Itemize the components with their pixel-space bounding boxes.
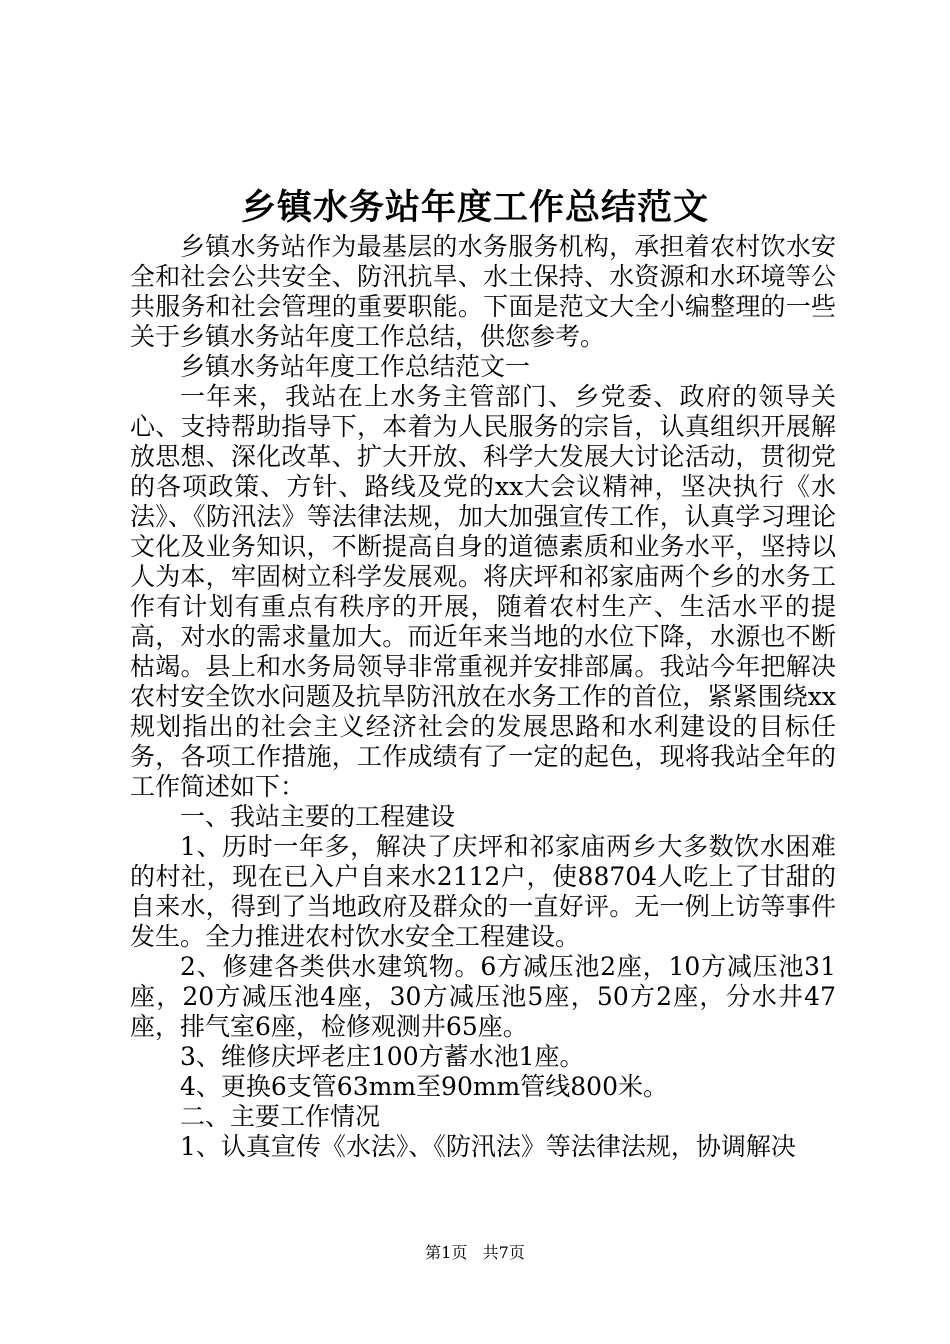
page-total: 共7页 — [482, 1243, 525, 1262]
heading-main-work: 二、主要工作情况 — [180, 1102, 381, 1131]
paragraph-work-item-1: 1、认真宣传《水法》、《防汛法》等法律法规，协调解决 — [180, 1132, 796, 1161]
paragraph-item-3: 3、维修庆坪老庄100方蓄水池1座。 — [180, 1042, 585, 1071]
paragraph-intro: 乡镇水务站作为最基层的水务服务机构，承担着农村饮水安全和社会公共安全、防汛抗旱、水土保持、水资源和水环境等公共服务和社会管理的重要职能。下面是范文大全小编整理的一些关于乡镇水务站年度工作总结，供您参考。 — [130, 232, 836, 351]
page-number: 第1页 — [425, 1243, 468, 1262]
paragraph-item-1: 1、历时一年多，解决了庆坪和祁家庙两乡大多数饮水困难的村社，现在已入户自来水2112户，使88704人吃上了甘甜的自来水，得到了当地政府及群众的一直好评。无一例上访等事件发生。全力推进农村饮水安全工程建设。 — [130, 832, 836, 951]
document-body — [130, 232, 836, 1162]
page-footer — [0, 1242, 950, 1264]
paragraph-item-4: 4、更换6支管63mm至90mm管线800米。 — [180, 1072, 668, 1101]
paragraph-overview: 一年来，我站在上水务主管部门、乡党委、政府的领导关心、支持帮助指导下，本着为人民服务的宗旨，认真组织开展解放思想、深化改革、扩大开放、科学大发展大讨论活动，贯彻党的各项政策、方针、路线及党的xx大会议精神，坚决执行《水法》、《防汛法》等法律法规，加大加强宣传工作，认真学习理论文化及业务知识，不断提高自身的道德素质和业务水平，坚持以人为本，牢固树立科学发展观。将庆坪和祁家庙两个乡的水务工作有计划有重点有秩序的开展，随着农村生产、生活水平的提高，对水的需求量加大。而近年来当地的水位下降，水源也不断枯竭。县上和水务局领导非常重视并安排部属。我站今年把解决农村安全饮水问题及抗旱防汛放在水务工作的首位，紧紧围绕xx规划指出的社会主义经济社会的发展思路和水利建设的目标任务，各项工作措施，工作成绩有了一定的起色，现将我站全年的工作简述如下： — [130, 382, 836, 801]
paragraph-item-2: 2、修建各类供水建筑物。6方减压池2座，10方减压池31座，20方减压池4座，30方减压池5座，50方2座，分水井47座，排气室6座，检修观测井65座。 — [130, 952, 836, 1041]
paragraph-section-title: 乡镇水务站年度工作总结范文一 — [180, 352, 531, 381]
document-title: 乡镇水务站年度工作总结范文 — [240, 187, 709, 228]
heading-engineering: 一、我站主要的工程建设 — [180, 802, 456, 831]
